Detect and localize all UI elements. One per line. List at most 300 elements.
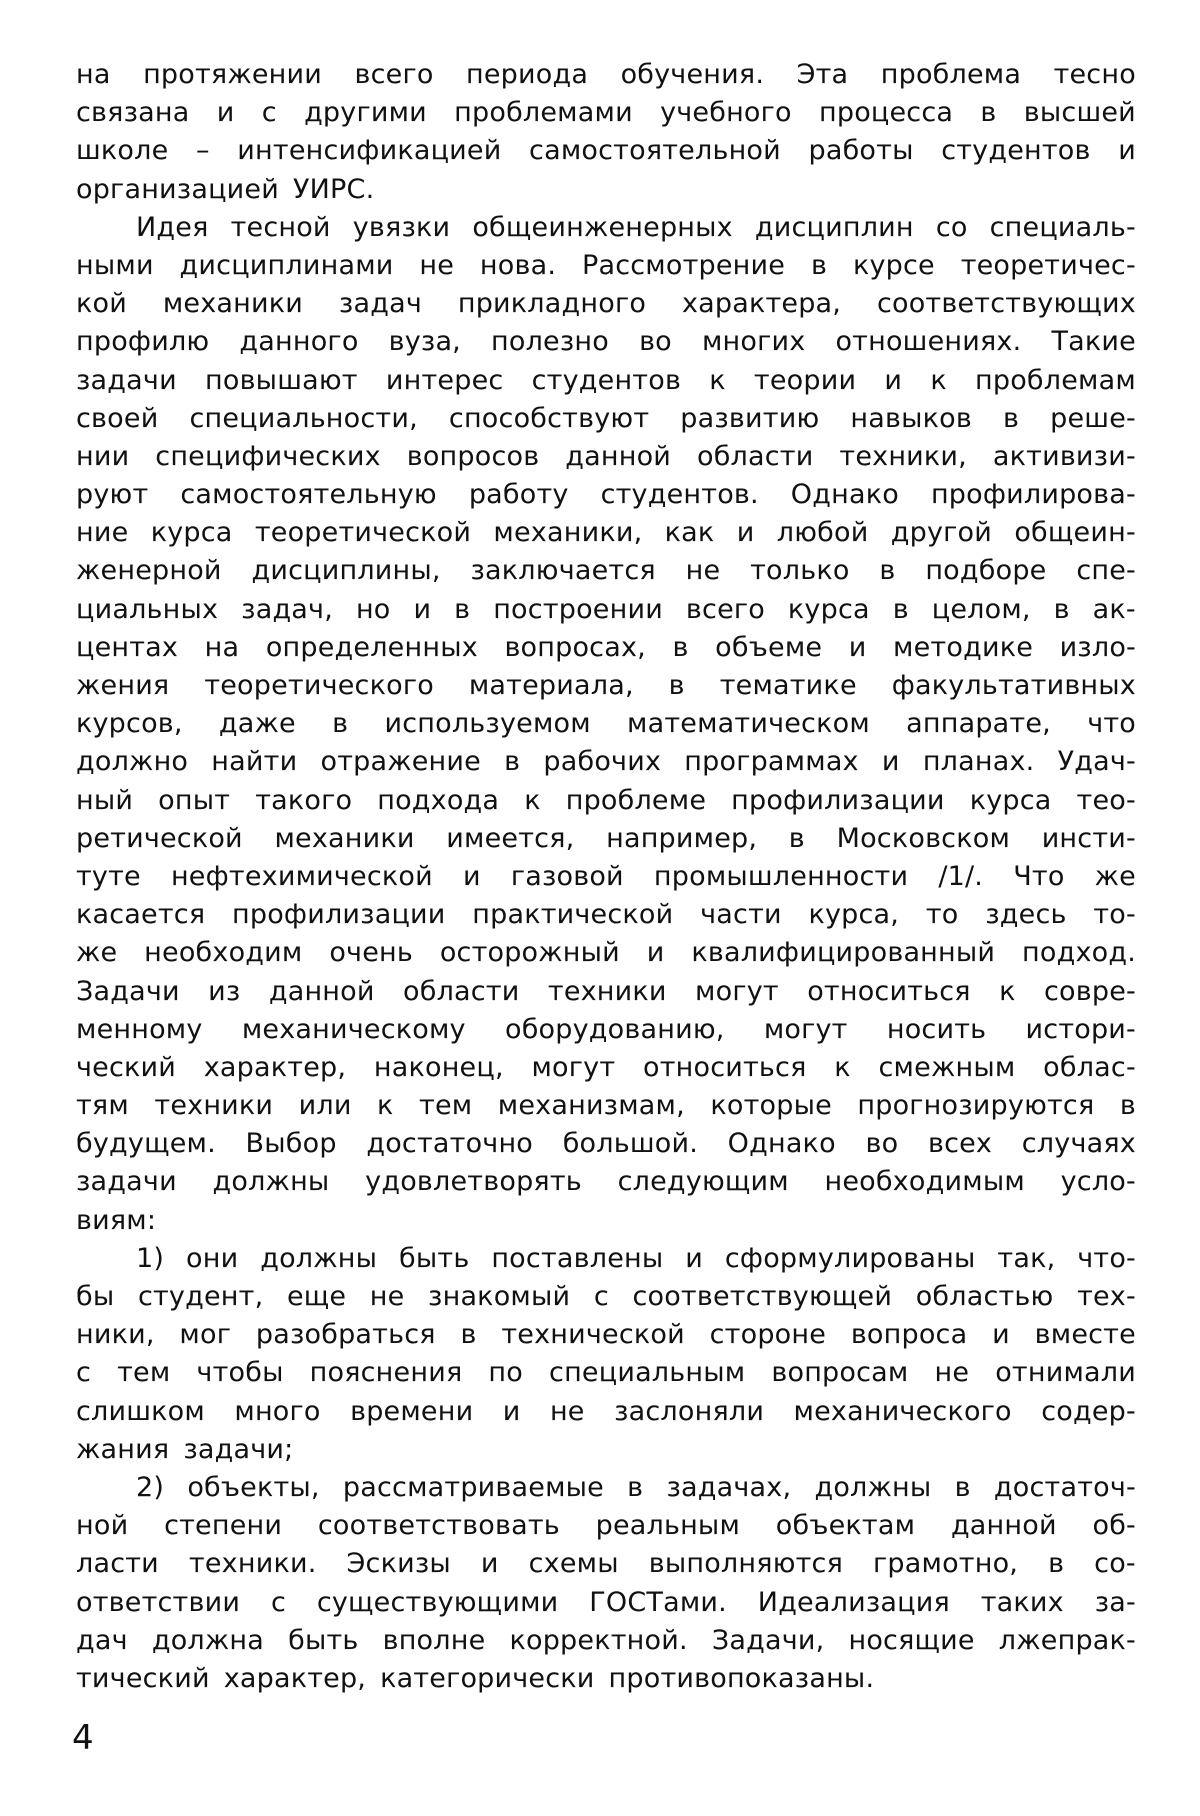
word: реше- — [1050, 402, 1136, 434]
word: опыт — [158, 784, 231, 816]
word: 2) — [136, 1471, 165, 1503]
word: отношениях. — [835, 326, 1022, 358]
word: полезно — [491, 326, 610, 358]
word: времени — [350, 1395, 474, 1427]
word: в — [332, 708, 349, 740]
word: развитию — [680, 402, 820, 434]
word: на — [204, 631, 240, 663]
word: вопросам — [771, 1357, 909, 1389]
word: обучения. — [620, 59, 765, 90]
word: Эскизы — [346, 1548, 451, 1580]
word: и — [992, 1319, 1010, 1351]
word: факультативных — [891, 670, 1136, 701]
word: они — [186, 1242, 239, 1274]
word: что- — [1077, 1242, 1136, 1274]
word: могут — [531, 1051, 616, 1083]
word: таких — [980, 1586, 1064, 1618]
word: ние — [76, 517, 129, 549]
text-line — [76, 514, 1136, 552]
word: не — [369, 1281, 405, 1312]
word: нова. — [479, 249, 557, 281]
word: студентов — [941, 135, 1091, 167]
text-line — [76, 1584, 1136, 1622]
word: специальным — [549, 1357, 746, 1389]
word: технической — [501, 1319, 685, 1351]
word: в — [788, 822, 805, 854]
word: курса, — [808, 899, 900, 931]
word: характер, — [203, 1051, 347, 1083]
word: поставлены — [491, 1242, 664, 1274]
word: не — [934, 1357, 970, 1389]
word: даже — [218, 708, 296, 740]
word: бы — [76, 1281, 115, 1312]
word: к — [524, 784, 541, 816]
word: заключается — [470, 555, 656, 587]
word: промышленности — [653, 860, 909, 892]
word: и — [216, 97, 235, 129]
text-line — [76, 820, 1136, 858]
word: к — [930, 364, 947, 396]
word: повышают — [205, 364, 358, 396]
word: соответствующих — [876, 288, 1136, 320]
text-line — [76, 285, 1136, 323]
word: объектам — [775, 1510, 916, 1542]
word: туте — [76, 860, 141, 892]
word: ческий — [76, 1051, 177, 1083]
word: к — [834, 1051, 851, 1083]
word: вполне — [382, 1624, 486, 1656]
word: интенсификацией — [237, 135, 502, 167]
word: с — [76, 1357, 92, 1389]
word: проблемам — [975, 364, 1136, 396]
word: и — [646, 937, 665, 969]
word: вуза, — [388, 326, 461, 358]
word: достаточно — [366, 1128, 534, 1160]
word: подхода — [377, 784, 500, 816]
text-line — [76, 400, 1136, 438]
text-line — [76, 591, 1136, 629]
word: задачи — [76, 364, 177, 396]
text-line — [76, 209, 1136, 247]
word: Идея — [136, 211, 209, 243]
word: механики — [274, 822, 415, 854]
word: объекты, — [187, 1471, 320, 1503]
text-line — [76, 1507, 1136, 1545]
word: вопросах, — [504, 631, 646, 663]
word: в — [627, 1471, 644, 1503]
word: построении — [493, 593, 663, 625]
word: в — [1003, 402, 1020, 434]
word: с — [270, 1586, 286, 1618]
word: ГОСТами. — [589, 1586, 727, 1618]
word: разобраться — [255, 1319, 436, 1351]
word: аппарате, — [906, 708, 1051, 740]
word: дач — [76, 1624, 128, 1656]
word: носящие — [848, 1624, 975, 1656]
word: – — [196, 135, 210, 167]
word: необходимым — [824, 1166, 1025, 1198]
word: материала, — [468, 670, 634, 701]
page-number: 4 — [72, 1718, 94, 1758]
word: осторожный — [439, 937, 620, 969]
word: программах — [684, 746, 859, 778]
word: с — [261, 97, 277, 129]
word: самостоятельную — [180, 479, 437, 511]
word: инсти- — [1041, 822, 1136, 854]
word: связана — [76, 97, 190, 129]
text-line — [76, 1354, 1136, 1392]
word: в — [1119, 1090, 1136, 1122]
word: Московском — [836, 822, 1011, 854]
word: же — [76, 937, 118, 969]
word: быть — [288, 1624, 359, 1656]
word: должно — [76, 746, 189, 778]
word: во — [865, 1128, 899, 1160]
word: соответствовать — [317, 1510, 560, 1542]
text-line — [76, 1049, 1136, 1087]
word: вопросов — [406, 440, 540, 472]
text-line — [76, 667, 1136, 705]
word: менному — [76, 1013, 203, 1045]
word: в — [454, 593, 471, 625]
word: своей — [76, 402, 159, 434]
text-line — [76, 1163, 1136, 1201]
word: об- — [1092, 1510, 1136, 1542]
word: степени — [164, 1510, 283, 1542]
word: ники, — [76, 1319, 155, 1351]
word: следующим — [617, 1166, 789, 1198]
word: жания — [76, 1433, 170, 1465]
word: дисциплины, — [251, 555, 441, 587]
word: специальности, — [189, 402, 418, 434]
word: заслоняли — [614, 1395, 765, 1427]
word: в — [810, 249, 828, 281]
text-line — [76, 1660, 1136, 1698]
text-line — [76, 782, 1136, 820]
word: подход. — [1022, 937, 1136, 969]
word: вопроса — [850, 1319, 968, 1351]
word: Выбор — [245, 1128, 337, 1160]
word: в — [879, 555, 896, 587]
word: во — [639, 326, 672, 358]
word: оборудованию, — [504, 1013, 725, 1045]
word: ласти — [76, 1548, 159, 1580]
word: только — [750, 555, 850, 587]
word: в — [892, 593, 909, 625]
word: объеме — [715, 631, 823, 663]
word: отражение — [320, 746, 481, 778]
word: способствуют — [448, 402, 650, 434]
text-line — [76, 1545, 1136, 1583]
word: Эта — [796, 59, 849, 90]
word: такого — [255, 784, 353, 816]
text-line — [76, 1125, 1136, 1163]
word: курсе — [852, 249, 935, 281]
word: планах. — [922, 746, 1035, 778]
word: всех — [927, 1128, 993, 1160]
word: организацией — [76, 173, 279, 205]
text-line — [76, 705, 1136, 743]
word: квалифицированный — [691, 937, 996, 969]
word: студент, — [137, 1281, 264, 1312]
word: проблеме — [565, 784, 707, 816]
word: профилю — [76, 326, 210, 358]
word: /1/. — [938, 860, 984, 892]
word: найти — [211, 746, 298, 778]
word: данной — [950, 1510, 1057, 1542]
word: в — [672, 631, 689, 663]
word: в — [1053, 593, 1070, 625]
word: Однако — [727, 1128, 836, 1160]
text-line — [76, 171, 1136, 209]
word: должны — [814, 1471, 932, 1503]
word: и — [884, 364, 903, 396]
word: высшей — [1023, 97, 1136, 129]
word: тео- — [1076, 784, 1136, 816]
word: Рассмотрение — [581, 249, 786, 281]
word: тесно — [1053, 59, 1136, 90]
word: что — [1087, 708, 1136, 740]
word: противопоказаны. — [608, 1662, 875, 1694]
word: специаль- — [989, 211, 1136, 243]
word: УИРС. — [292, 173, 375, 205]
word: знакомый — [428, 1281, 571, 1312]
word: 1) — [136, 1242, 165, 1274]
word: истори- — [1025, 1013, 1136, 1045]
word: наконец, — [373, 1051, 504, 1083]
word: задачах, — [666, 1471, 792, 1503]
word: курсов, — [76, 708, 183, 740]
text-line — [76, 1393, 1136, 1431]
word: могут — [763, 1013, 848, 1045]
word: категорически — [380, 1662, 595, 1694]
word: проблема — [880, 59, 1022, 90]
word: содер- — [1041, 1395, 1136, 1427]
word: кой — [76, 288, 127, 320]
word: студентов — [531, 364, 682, 396]
word: специфических — [155, 440, 381, 472]
word: виям: — [76, 1204, 157, 1236]
word: усло- — [1060, 1166, 1136, 1198]
word: не — [549, 1395, 585, 1427]
word: еще — [286, 1281, 347, 1312]
word: реальным — [595, 1510, 741, 1542]
word: существующими — [316, 1586, 559, 1618]
word: большой. — [562, 1128, 698, 1160]
word: за- — [1094, 1586, 1136, 1618]
word: достаточ- — [993, 1471, 1136, 1503]
text-line — [76, 1240, 1136, 1278]
word: стороне — [709, 1319, 827, 1351]
word: работы — [808, 135, 914, 167]
word: механизмам, — [497, 1090, 685, 1122]
text-line — [76, 1278, 1136, 1316]
word: проблемами — [454, 97, 633, 129]
word: или — [298, 1090, 352, 1122]
word: задачи — [76, 1166, 177, 1198]
text-line — [76, 1202, 1136, 1240]
word: используемом — [384, 708, 591, 740]
word: механического — [793, 1395, 1012, 1427]
text-line — [76, 858, 1136, 896]
word: школе — [76, 135, 169, 167]
word: профилизации — [232, 899, 446, 931]
word: то- — [1093, 899, 1136, 931]
word: как — [664, 517, 715, 549]
word: относиться — [642, 1051, 807, 1083]
word: механическому — [241, 1013, 466, 1045]
word: общеин- — [1014, 517, 1136, 549]
word: всего — [354, 59, 434, 90]
word: процесса — [819, 97, 954, 129]
text-line — [76, 1622, 1136, 1660]
word: должны — [212, 1166, 330, 1198]
word: нии — [76, 440, 130, 472]
word: руют — [76, 479, 149, 511]
word: периода — [466, 59, 589, 90]
word: данной — [565, 440, 672, 472]
word: случаях — [1021, 1128, 1136, 1160]
word: и — [881, 746, 900, 778]
word: быть — [399, 1242, 470, 1274]
word: задач — [338, 288, 422, 320]
word: методике — [893, 631, 1034, 663]
word: удовлетворять — [365, 1166, 582, 1198]
word: курса — [150, 517, 233, 549]
word: со — [935, 211, 968, 243]
word: области — [403, 975, 520, 1007]
word: увязки — [352, 211, 451, 243]
word: к — [377, 1090, 394, 1122]
word: например, — [606, 822, 758, 854]
word: теоретического — [204, 670, 434, 701]
word: и — [462, 860, 481, 892]
word: ак- — [1092, 593, 1136, 625]
word: касается — [76, 899, 206, 931]
text-line — [76, 323, 1136, 361]
word: дисциплинами — [179, 249, 394, 281]
word: облас- — [1043, 1051, 1136, 1083]
word: но — [355, 593, 391, 625]
word: ными — [76, 249, 154, 281]
word: данного — [239, 326, 359, 358]
word: теории — [753, 364, 857, 396]
word: части — [700, 899, 782, 931]
word: прикладного — [457, 288, 647, 320]
word: центах — [76, 631, 179, 663]
word: техники. — [188, 1548, 317, 1580]
word: к — [709, 364, 726, 396]
word: практической — [472, 899, 674, 931]
word: на — [76, 59, 111, 90]
word: техники — [547, 975, 667, 1007]
word: характера, — [681, 288, 842, 320]
word: женерной — [76, 555, 222, 587]
word: могут — [695, 975, 779, 1007]
word: выполняются — [648, 1548, 844, 1580]
word: целом, — [931, 593, 1031, 625]
word: многих — [701, 326, 806, 358]
word: из — [208, 975, 241, 1007]
word: теоретической — [254, 517, 472, 549]
word: протяжении — [143, 59, 323, 90]
word: области — [696, 440, 814, 472]
word: в — [980, 97, 997, 129]
text-line — [76, 1011, 1136, 1049]
text-line — [76, 896, 1136, 934]
word: рассматриваемые — [342, 1471, 604, 1503]
word: тический — [76, 1662, 210, 1694]
word: другой — [890, 517, 993, 549]
body-text — [76, 56, 1136, 1698]
word: механики — [162, 288, 304, 320]
text-line — [76, 132, 1136, 170]
word: Что — [1013, 860, 1065, 892]
word: слишком — [76, 1395, 205, 1427]
word: в — [668, 670, 685, 701]
text-line — [76, 1316, 1136, 1354]
word: корректной. — [509, 1624, 688, 1656]
word: то — [925, 899, 959, 931]
text-line — [76, 1087, 1136, 1125]
word: подборе — [925, 555, 1047, 587]
word: и — [848, 631, 867, 663]
word: работу — [468, 479, 569, 511]
word: ретической — [76, 822, 243, 854]
word: курса — [787, 593, 870, 625]
word: пояснения — [309, 1357, 463, 1389]
word: же — [1094, 860, 1136, 892]
word: по — [488, 1357, 523, 1389]
word: относиться — [807, 975, 971, 1007]
word: носить — [886, 1013, 987, 1045]
text-line — [76, 973, 1136, 1011]
word: Задачи — [76, 975, 180, 1007]
word: вместе — [1034, 1319, 1136, 1351]
word: к — [999, 975, 1016, 1007]
word: должна — [151, 1624, 265, 1656]
word: совре- — [1044, 975, 1136, 1007]
text-line — [76, 94, 1136, 132]
word: соответствующей — [632, 1281, 893, 1312]
word: циальных — [76, 593, 219, 625]
text-line — [76, 362, 1136, 400]
word: мог — [179, 1319, 232, 1351]
word: нефтехимической — [170, 860, 433, 892]
word: очень — [329, 937, 413, 969]
word: в — [1048, 1548, 1065, 1580]
text-line — [76, 552, 1136, 590]
word: с — [593, 1281, 609, 1312]
word: прогнозируются — [857, 1090, 1095, 1122]
word: учебного — [660, 97, 792, 129]
word: не — [685, 555, 721, 587]
word: курса — [969, 784, 1052, 816]
word: в — [504, 746, 521, 778]
word: Удач- — [1057, 746, 1136, 778]
text-line — [76, 629, 1136, 667]
word: задач, — [241, 593, 333, 625]
word: техники, — [839, 440, 967, 472]
word: тем — [117, 1357, 171, 1389]
word: навыков — [850, 402, 972, 434]
word: ответствии — [76, 1586, 241, 1618]
word: необходим — [144, 937, 303, 969]
word: тям — [76, 1090, 129, 1122]
word: ной — [76, 1510, 129, 1542]
word: данной — [268, 975, 375, 1007]
word: и — [413, 593, 432, 625]
